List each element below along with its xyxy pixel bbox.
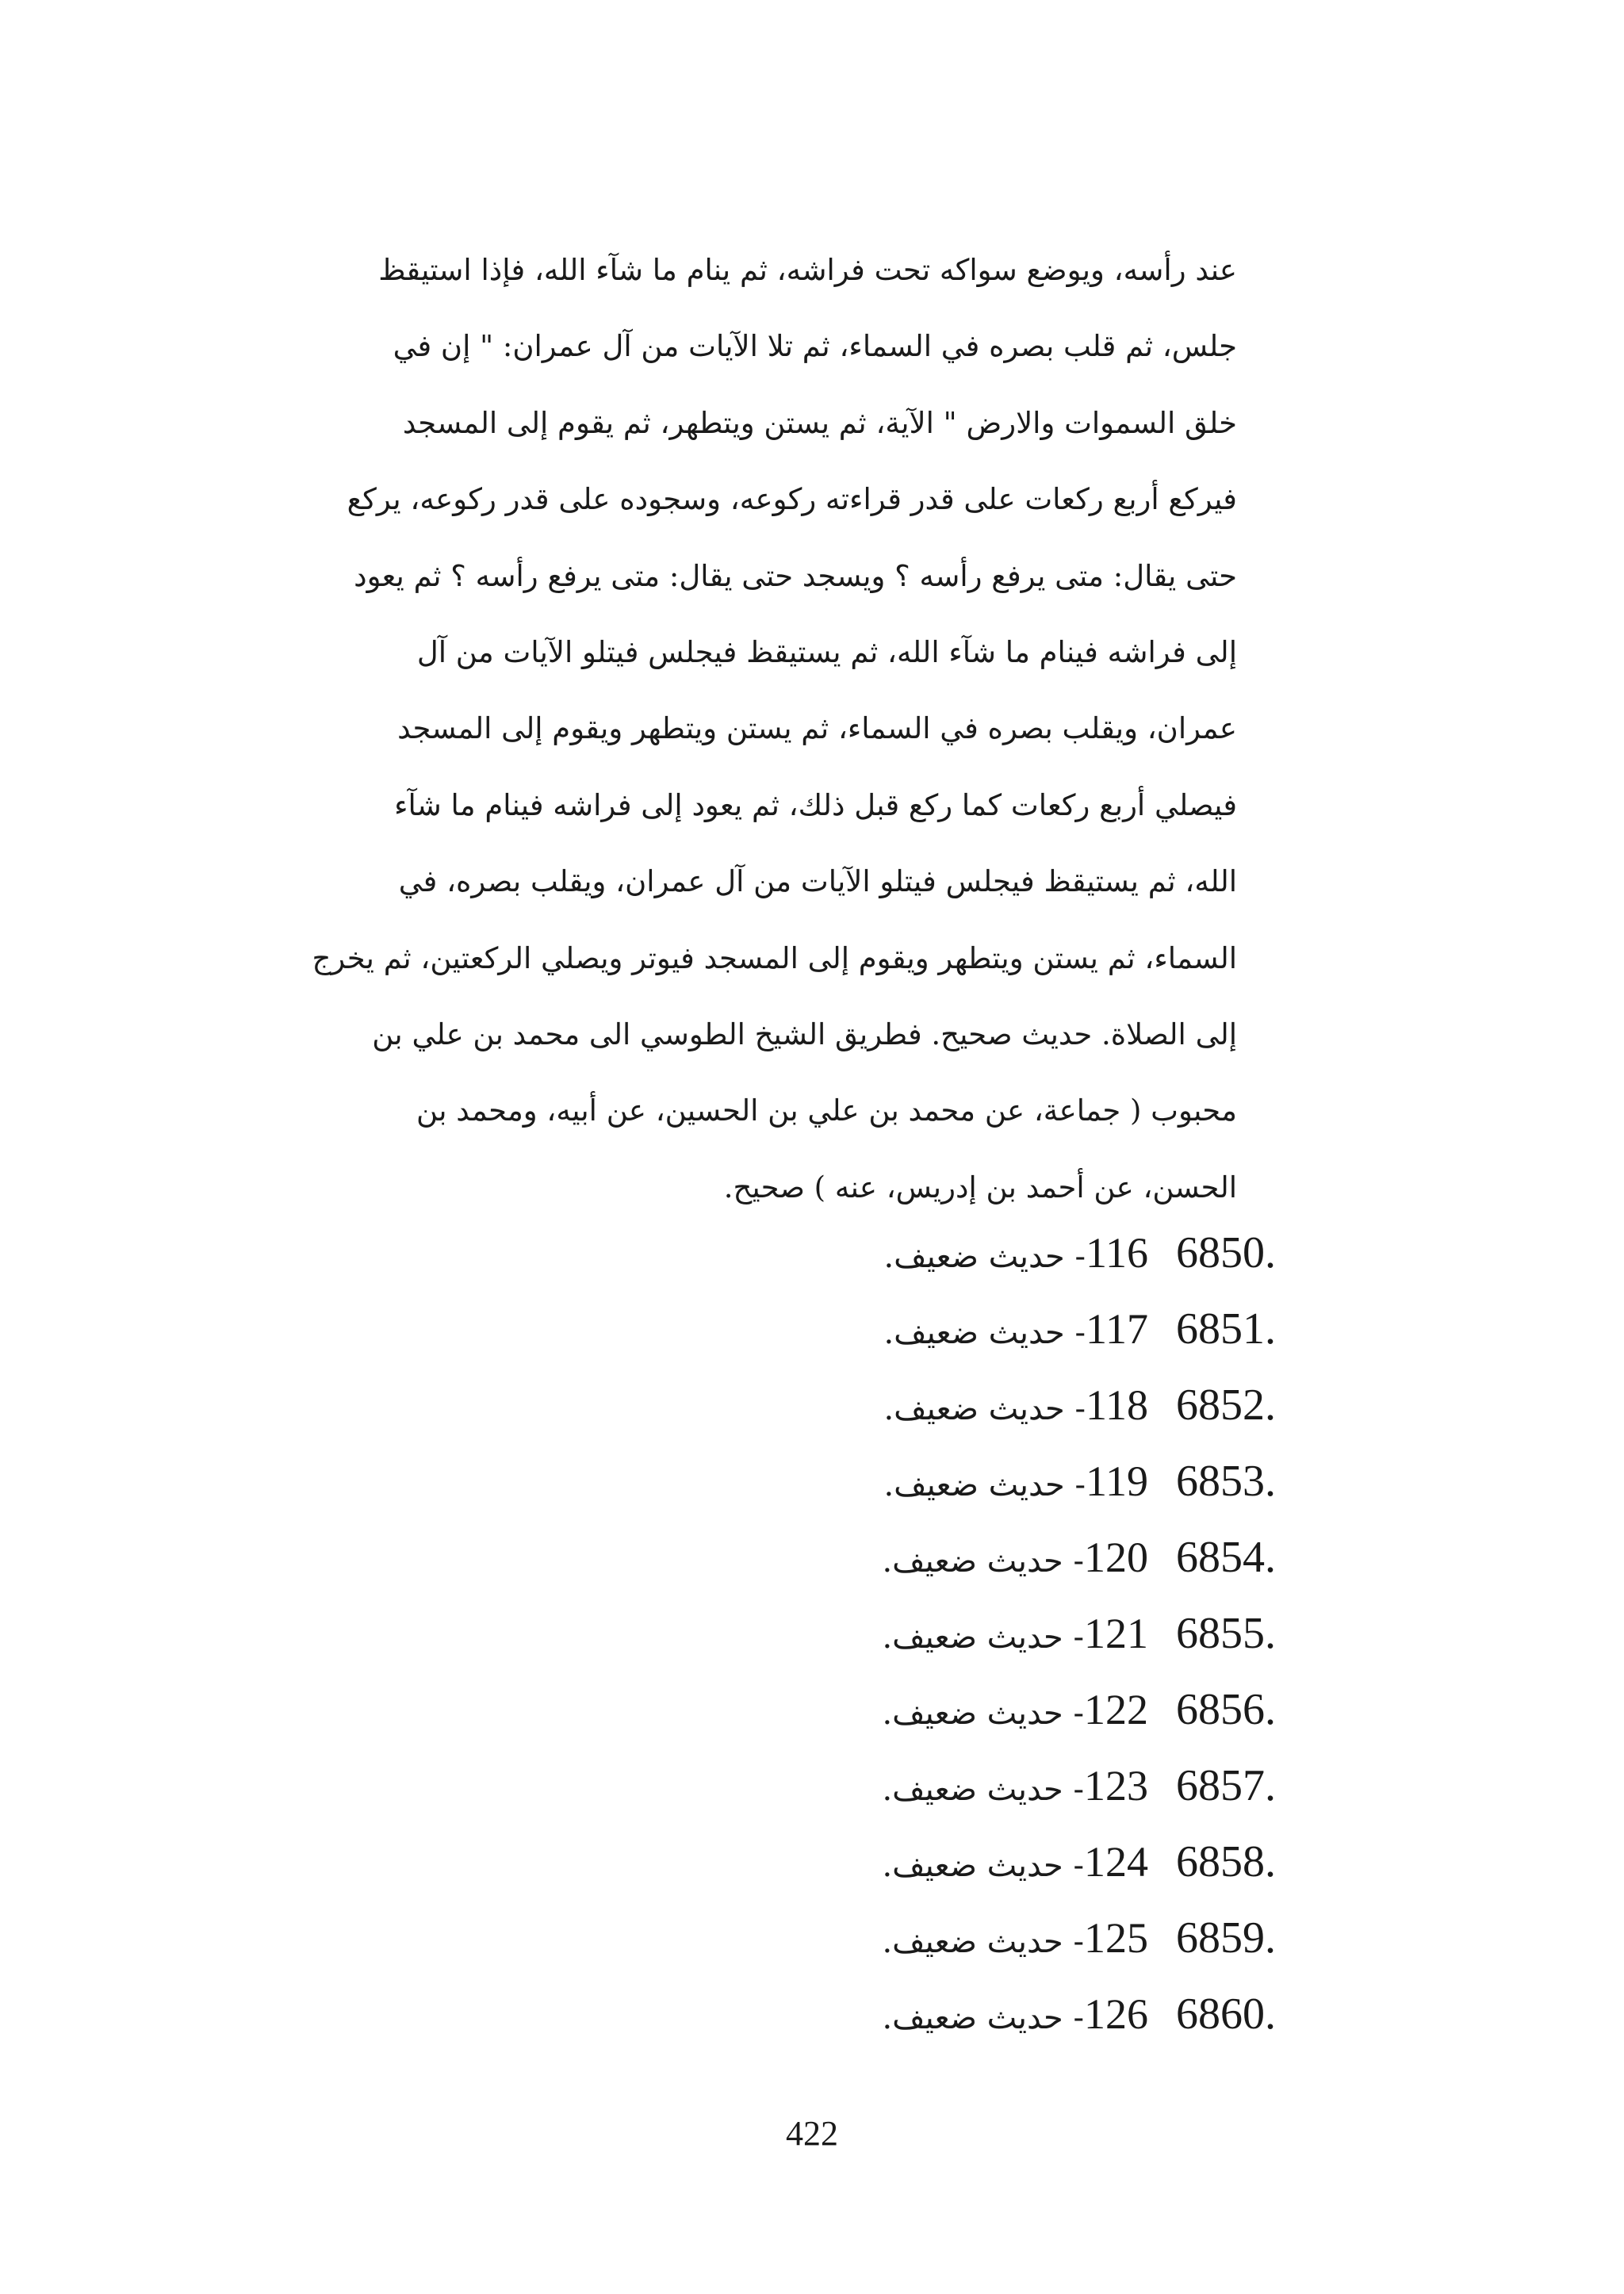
list-item [0, 1217, 1624, 1289]
entry-number: 6859. [1176, 1913, 1276, 1963]
entry-sub-number: 117 [1086, 1305, 1148, 1353]
entry-sub-number: 124 [1084, 1838, 1148, 1886]
hadith-paragraph [285, 232, 1237, 1226]
entry-number: 6855. [1176, 1609, 1276, 1658]
entry-grade: - حديث ضعيف. [883, 1239, 1086, 1275]
paragraph-line: حتى يقال: متى يرفع رأسه ؟ ويسجد حتى يقال: متى يرفع رأسه ؟ ثم يعود [354, 558, 1237, 593]
entry-grade: - حديث ضعيف. [883, 1467, 1086, 1503]
list-item [0, 1978, 1624, 2050]
paragraph-line: خلق السموات والارض " الآية، ثم يستن ويتطهر، ثم يقوم إلى المسجد [402, 405, 1237, 440]
paragraph-line: محبوب ( جماعة، عن محمد بن علي بن الحسين، عن أبيه، ومحمد بن [416, 1093, 1237, 1128]
entry-sub-number: 123 [1084, 1762, 1148, 1810]
page-number: 422 [786, 2114, 838, 2153]
list-item [0, 1446, 1624, 1517]
entry-number: 6850. [1176, 1228, 1276, 1277]
entry-grade: - حديث ضعيف. [882, 1924, 1084, 1960]
list-item [0, 1293, 1624, 1365]
paragraph-line: الحسن، عن أحمد بن إدريس، عنه ) صحيح. [723, 1170, 1237, 1204]
entry-text [672, 1522, 1148, 1597]
entry-sub-number: 118 [1086, 1381, 1148, 1429]
entry-grade: - حديث ضعيف. [882, 1695, 1084, 1732]
list-item [0, 1369, 1624, 1441]
paragraph-line: إلى فراشه فينام ما شآء الله، ثم يستيقظ فيجلس فيتلو الآيات من آل [416, 634, 1237, 669]
entry-text [672, 1826, 1148, 1901]
entry-grade: - حديث ضعيف. [882, 1848, 1084, 1884]
entry-grade: - حديث ضعيف. [882, 1771, 1084, 1808]
entry-text [672, 1750, 1148, 1825]
entry-number: 6851. [1176, 1304, 1276, 1354]
entry-number: 6852. [1176, 1381, 1276, 1430]
entry-text [672, 1978, 1148, 2054]
list-item [0, 1750, 1624, 1821]
paragraph-line: السماء، ثم يستن ويتطهر ويقوم إلى المسجد فيوتر ويصلي الركعتين، ثم يخرج [312, 940, 1237, 975]
paragraph-line: الله، ثم يستيقظ فيجلس فيتلو الآيات من آل عمران، ويقلب بصره، في [398, 864, 1237, 899]
entry-sub-number: 120 [1084, 1534, 1148, 1581]
entry-grade: - حديث ضعيف. [882, 2000, 1084, 2036]
entry-grade: - حديث ضعيف. [882, 1619, 1084, 1656]
list-item [0, 1522, 1624, 1593]
entry-text [672, 1902, 1148, 1978]
paragraph-line: فيركع أربع ركعات على قدر قراءته ركوعه، وسجوده على قدر ركوعه، يركع [347, 482, 1237, 517]
entry-text [672, 1293, 1148, 1369]
entry-text [672, 1369, 1148, 1445]
paragraph-line: جلس، ثم قلب بصره في السماء، ثم تلا الآيات من آل عمران: " إن في [393, 329, 1237, 364]
entry-grade: - حديث ضعيف. [882, 1543, 1084, 1580]
entry-text [672, 1674, 1148, 1749]
entry-grade: - حديث ضعيف. [883, 1315, 1086, 1351]
entry-number: 6853. [1176, 1457, 1276, 1506]
entry-number: 6858. [1176, 1837, 1276, 1886]
list-item [0, 1826, 1624, 1898]
paragraph-line: عند رأسه، ويوضع سواكه تحت فراشه، ثم ينام ما شآء الله، فإذا استيقظ [378, 253, 1237, 287]
entry-sub-number: 125 [1084, 1914, 1148, 1962]
entry-sub-number: 126 [1084, 1990, 1148, 2038]
list-item [0, 1674, 1624, 1745]
entry-sub-number: 121 [1084, 1610, 1148, 1657]
entry-grade: - حديث ضعيف. [883, 1391, 1086, 1427]
entry-text [672, 1446, 1148, 1521]
entry-sub-number: 122 [1084, 1686, 1148, 1733]
entry-sub-number: 116 [1086, 1229, 1148, 1277]
entry-text [672, 1598, 1148, 1673]
paragraph-line: عمران، ويقلب بصره في السماء، ثم يستن ويتطهر ويقوم إلى المسجد [397, 711, 1237, 746]
paragraph-line: إلى الصلاة. حديث صحيح. فطريق الشيخ الطوسي الى محمد بن علي بن [372, 1017, 1237, 1051]
list-item [0, 1902, 1624, 1974]
paragraph-line: فيصلي أربع ركعات كما ركع قبل ذلك، ثم يعود إلى فراشه فينام ما شآء [394, 787, 1237, 822]
entry-number: 6857. [1176, 1761, 1276, 1810]
entry-number: 6854. [1176, 1533, 1276, 1582]
entry-number: 6856. [1176, 1685, 1276, 1734]
list-item [0, 1598, 1624, 1669]
entry-text [672, 1217, 1148, 1293]
entry-number: 6860. [1176, 1990, 1276, 2039]
entry-sub-number: 119 [1086, 1457, 1148, 1505]
